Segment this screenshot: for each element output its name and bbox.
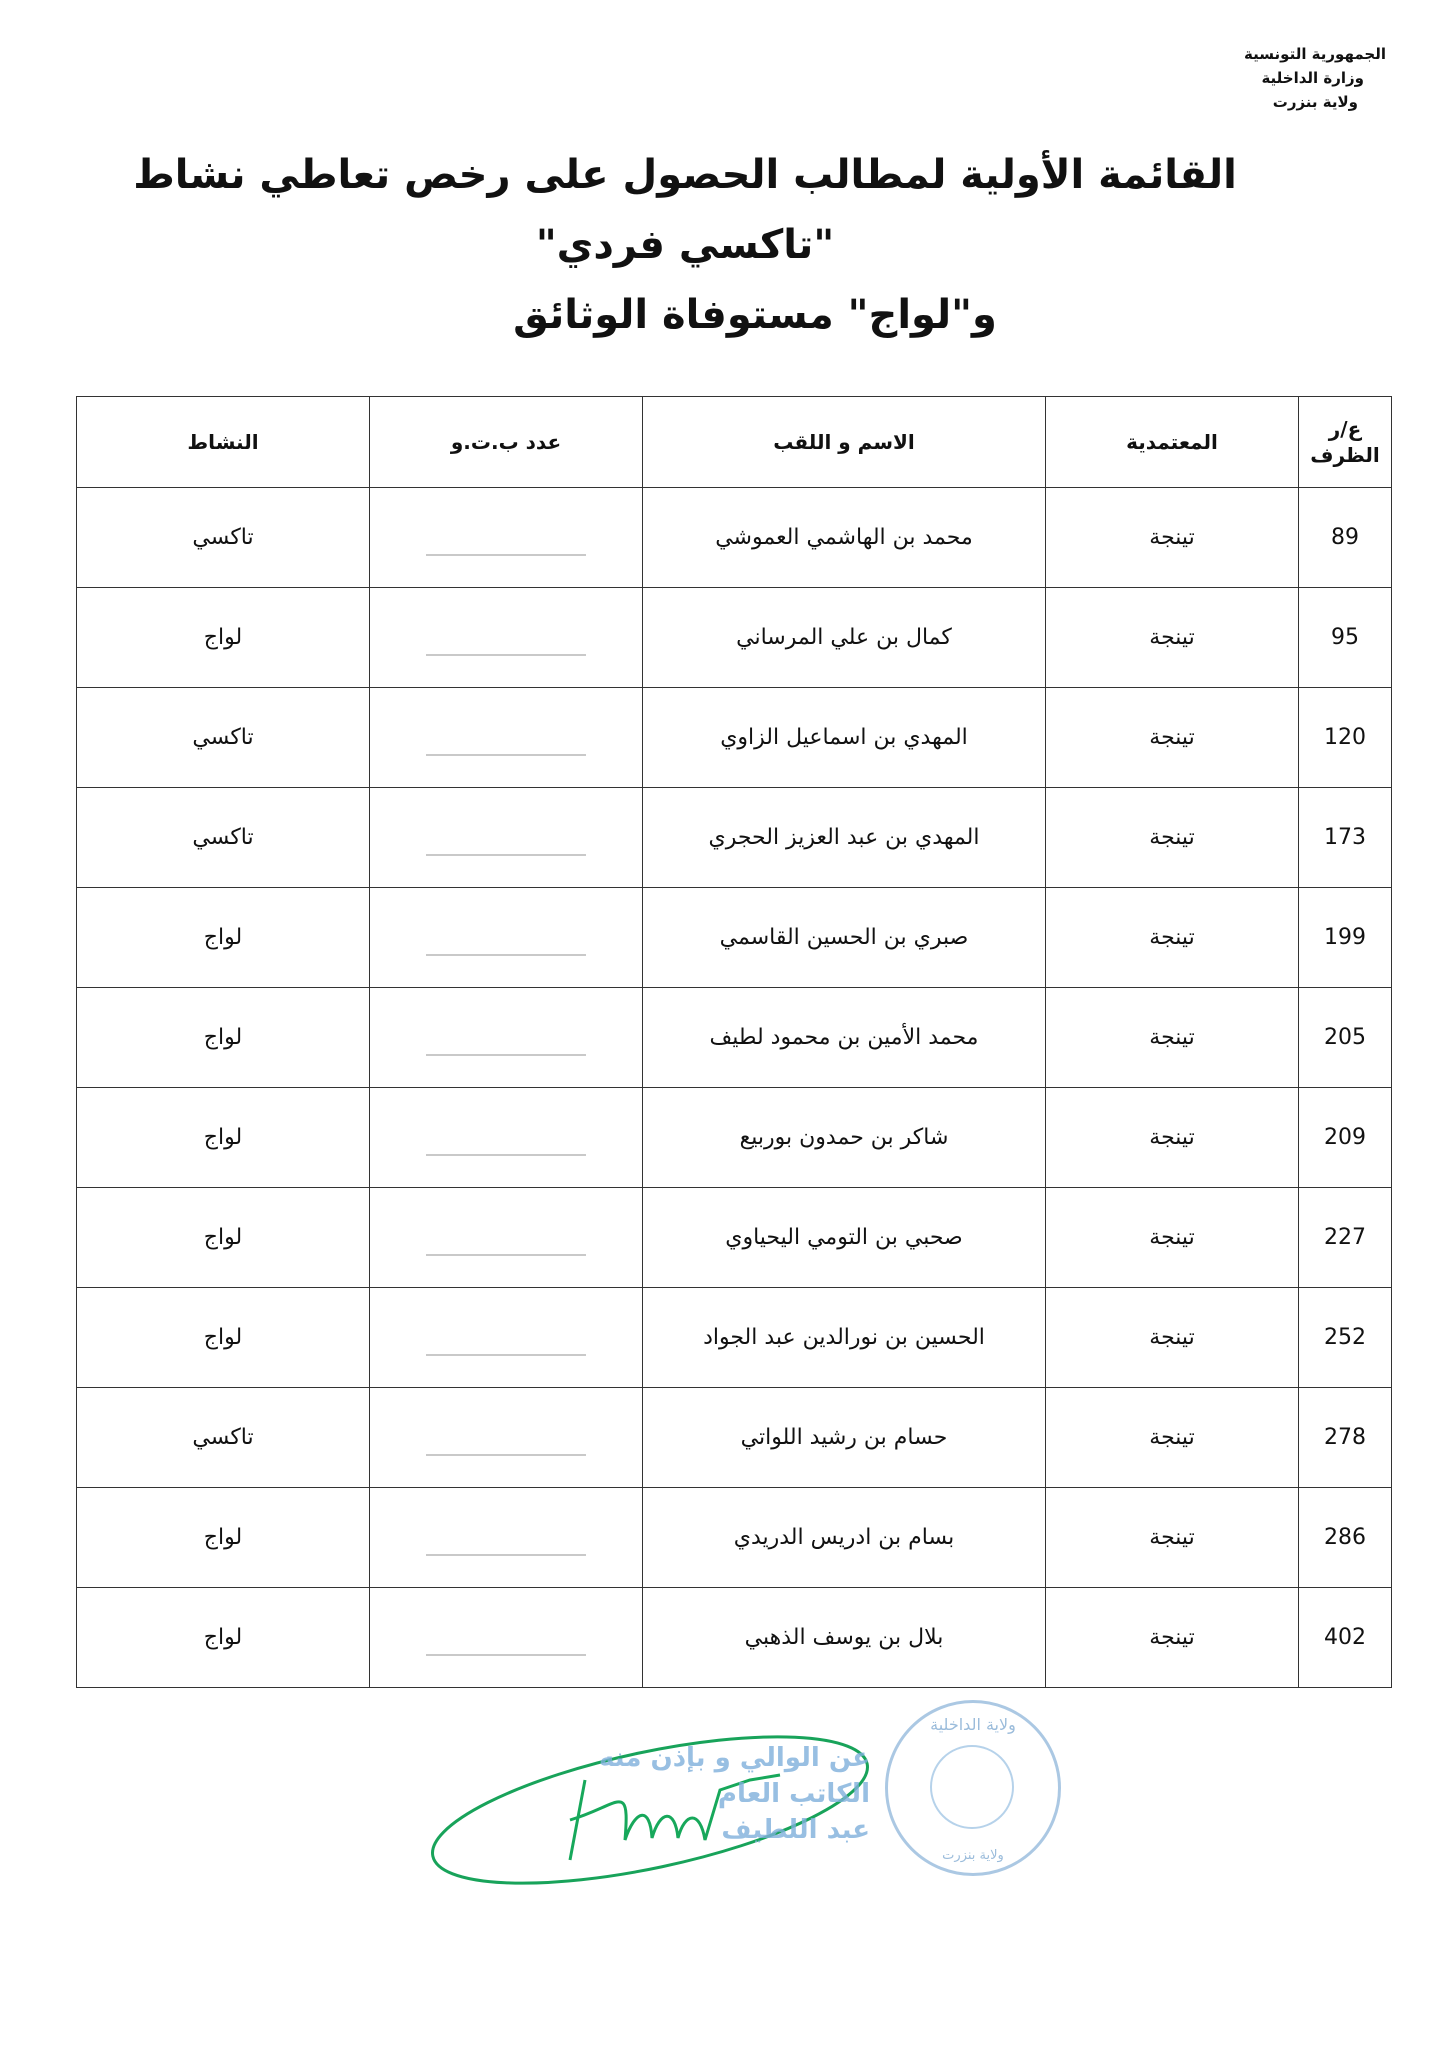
cell-name: كمال بن علي المرساني xyxy=(643,588,1046,688)
cell-delegation: تينجة xyxy=(1046,688,1299,788)
applicants-table xyxy=(76,396,1392,1688)
cell-activity: تاكسي xyxy=(77,788,370,888)
table-row xyxy=(77,1388,1392,1488)
cell-activity: لواج xyxy=(77,1288,370,1388)
table-row xyxy=(77,1088,1392,1188)
redaction-mark xyxy=(426,1354,586,1362)
col-header-name: الاسم و اللقب xyxy=(643,397,1046,488)
cell-name: محمد الأمين بن محمود لطيف xyxy=(643,988,1046,1088)
redaction-mark xyxy=(426,654,586,662)
cell-delegation: تينجة xyxy=(1046,588,1299,688)
cell-envelope-no: 205 xyxy=(1299,988,1392,1088)
table-header-row xyxy=(77,397,1392,488)
cell-activity: لواج xyxy=(77,1088,370,1188)
cell-activity: تاكسي xyxy=(77,488,370,588)
cell-name: حسام بن رشيد اللواتي xyxy=(643,1388,1046,1488)
cell-activity: لواج xyxy=(77,1488,370,1588)
cell-envelope-no: 173 xyxy=(1299,788,1392,888)
cell-name: بلال بن يوسف الذهبي xyxy=(643,1588,1046,1688)
table-row xyxy=(77,1588,1392,1688)
cell-id-redacted xyxy=(370,688,643,788)
col-header-delegation: المعتمدية xyxy=(1046,397,1299,488)
col-header-id-number: عدد ب.ت.و xyxy=(370,397,643,488)
table-row xyxy=(77,988,1392,1088)
cell-id-redacted xyxy=(370,888,643,988)
cell-delegation: تينجة xyxy=(1046,1388,1299,1488)
cell-envelope-no: 227 xyxy=(1299,1188,1392,1288)
redaction-mark xyxy=(426,1154,586,1162)
table-row xyxy=(77,688,1392,788)
cell-delegation: تينجة xyxy=(1046,488,1299,588)
cell-id-redacted xyxy=(370,1488,643,1588)
cell-id-redacted xyxy=(370,1588,643,1688)
redaction-mark xyxy=(426,554,586,562)
cell-envelope-no: 402 xyxy=(1299,1588,1392,1688)
cell-name: صحبي بن التومي اليحياوي xyxy=(643,1188,1046,1288)
cell-envelope-no: 120 xyxy=(1299,688,1392,788)
col-header-activity: النشاط xyxy=(77,397,370,488)
cell-delegation: تينجة xyxy=(1046,1188,1299,1288)
cell-name: صبري بن الحسين القاسمي xyxy=(643,888,1046,988)
cell-delegation: تينجة xyxy=(1046,1288,1299,1388)
redaction-mark xyxy=(426,754,586,762)
signature-text xyxy=(599,1740,870,1848)
cell-name: المهدي بن اسماعيل الزاوي xyxy=(643,688,1046,788)
redaction-mark xyxy=(426,1054,586,1062)
redaction-mark xyxy=(426,854,586,862)
redaction-mark xyxy=(426,1254,586,1262)
redaction-mark xyxy=(426,1554,586,1562)
cell-activity: لواج xyxy=(77,988,370,1088)
cell-delegation: تينجة xyxy=(1046,1588,1299,1688)
cell-name: بسام بن ادريس الدريدي xyxy=(643,1488,1046,1588)
col-header-envelope-no: ع/ر الظرف xyxy=(1299,397,1392,488)
title-line-1: القائمة الأولية لمطالب الحصول على رخص تعاطي نشاط "تاكسي فردي" xyxy=(133,152,1237,268)
cell-activity: تاكسي xyxy=(77,688,370,788)
cell-delegation: تينجة xyxy=(1046,1088,1299,1188)
signature-line-2: الكاتب العام xyxy=(717,1779,870,1809)
header-ministry: وزارة الداخلية xyxy=(1261,69,1364,87)
cell-activity: تاكسي xyxy=(77,1388,370,1488)
cell-delegation: تينجة xyxy=(1046,988,1299,1088)
table-row xyxy=(77,1188,1392,1288)
header-governorate: ولاية بنزرت xyxy=(1272,93,1358,111)
signature-line-3: عبد اللطيف xyxy=(721,1815,870,1845)
signature-block xyxy=(420,1720,880,1890)
redaction-mark xyxy=(426,1654,586,1662)
cell-name: المهدي بن عبد العزيز الحجري xyxy=(643,788,1046,888)
cell-activity: لواج xyxy=(77,1188,370,1288)
cell-envelope-no: 286 xyxy=(1299,1488,1392,1588)
official-stamp xyxy=(885,1700,1061,1876)
table-row xyxy=(77,888,1392,988)
cell-name: الحسين بن نورالدين عبد الجواد xyxy=(643,1288,1046,1388)
title-line-2: و"لواج" مستوفاة الوثائق xyxy=(513,292,997,338)
document-title xyxy=(60,140,1310,350)
cell-activity: لواج xyxy=(77,588,370,688)
cell-delegation: تينجة xyxy=(1046,1488,1299,1588)
issuer-header xyxy=(1146,42,1386,114)
cell-envelope-no: 95 xyxy=(1299,588,1392,688)
table-row xyxy=(77,1288,1392,1388)
cell-envelope-no: 199 xyxy=(1299,888,1392,988)
cell-delegation: تينجة xyxy=(1046,788,1299,888)
cell-name: محمد بن الهاشمي العموشي xyxy=(643,488,1046,588)
stamp-top-text: ولاية الداخلية xyxy=(930,1715,1016,1734)
table-row xyxy=(77,488,1392,588)
cell-envelope-no: 209 xyxy=(1299,1088,1392,1188)
redaction-mark xyxy=(426,954,586,962)
cell-id-redacted xyxy=(370,1388,643,1488)
cell-id-redacted xyxy=(370,1188,643,1288)
cell-envelope-no: 89 xyxy=(1299,488,1392,588)
signature-line-1: عن الوالي و بإذن منه xyxy=(598,1743,870,1773)
emblem-icon xyxy=(930,1745,1014,1829)
cell-id-redacted xyxy=(370,1088,643,1188)
cell-envelope-no: 278 xyxy=(1299,1388,1392,1488)
cell-activity: لواج xyxy=(77,1588,370,1688)
cell-id-redacted xyxy=(370,988,643,1088)
table-row xyxy=(77,788,1392,888)
cell-id-redacted xyxy=(370,488,643,588)
table-row xyxy=(77,588,1392,688)
table-row xyxy=(77,1488,1392,1588)
cell-id-redacted xyxy=(370,588,643,688)
cell-activity: لواج xyxy=(77,888,370,988)
header-republic: الجمهورية التونسية xyxy=(1244,45,1386,63)
redaction-mark xyxy=(426,1454,586,1462)
cell-envelope-no: 252 xyxy=(1299,1288,1392,1388)
cell-id-redacted xyxy=(370,1288,643,1388)
cell-delegation: تينجة xyxy=(1046,888,1299,988)
cell-name: شاكر بن حمدون بوربيع xyxy=(643,1088,1046,1188)
stamp-bottom-text: ولاية بنزرت xyxy=(942,1848,1004,1863)
cell-id-redacted xyxy=(370,788,643,888)
